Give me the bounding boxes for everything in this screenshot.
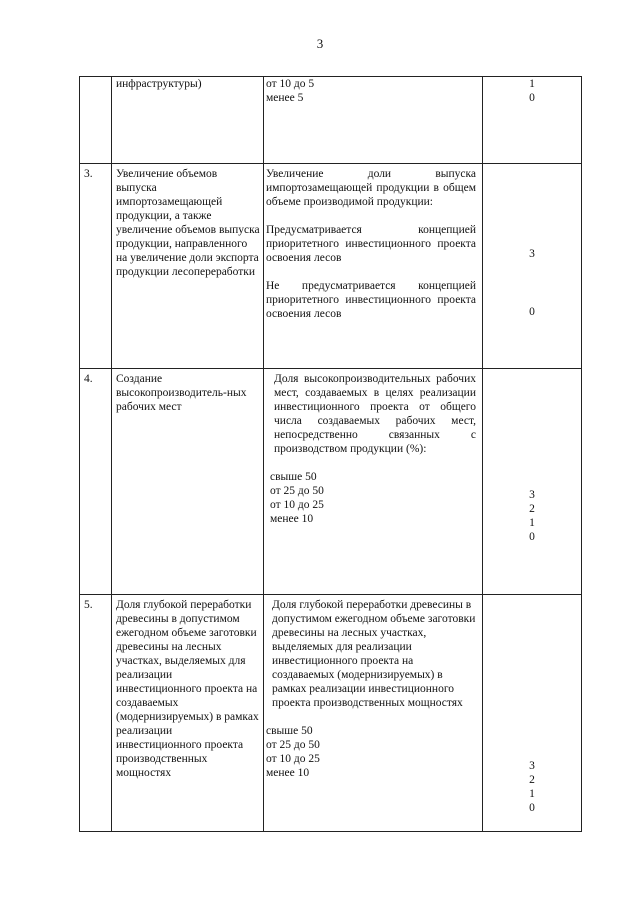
score-cell — [483, 164, 582, 369]
criterion-name: Увеличение объемов выпуска импортозамещающей продукции, а также увеличение объемов выпуска продукции, направленного на увеличение доли экспорта продукции лесопереработки — [116, 168, 260, 278]
criterion-option: от 25 до 50 — [270, 485, 324, 497]
score-value: 0 — [529, 306, 535, 318]
score-value: 0 — [529, 531, 535, 543]
score-cell — [483, 369, 582, 595]
criterion-option: Предусматривается концепцией приоритетного инвестиционного проекта освоения лесов — [266, 224, 476, 264]
score-value: 1 — [529, 788, 535, 800]
criterion-intro: Увеличение доли выпуска импортозамещающей продукции в общем объеме производимой продукции: — [266, 168, 476, 208]
criterion-name-cell — [112, 595, 264, 832]
criterion-detail-cell — [264, 369, 483, 595]
score-value: 3 — [529, 248, 535, 260]
row-number-cell — [80, 164, 112, 369]
table-row — [80, 164, 582, 369]
row-number: 4. — [84, 373, 93, 385]
criterion-option: менее 10 — [270, 513, 314, 525]
table-row — [80, 369, 582, 595]
criterion-detail-cell — [264, 595, 483, 832]
score-value: 1 — [529, 78, 535, 90]
criteria-table — [79, 76, 582, 832]
criterion-intro: Доля высокопроизводительных рабочих мест, создаваемых в целях реализации инвестиционного проекта от общего числа создаваемых рабочих мест, непосредственно связанных с производством продукции (%): — [274, 373, 476, 455]
row-number-cell — [80, 369, 112, 595]
row-number-cell — [80, 595, 112, 832]
score-value: 3 — [529, 760, 535, 772]
criterion-name-cell — [112, 77, 264, 164]
criterion-name-cell — [112, 164, 264, 369]
score-value: 0 — [529, 92, 535, 104]
score-cell — [483, 77, 582, 164]
criterion-option: от 10 до 25 — [270, 499, 324, 511]
criterion-name: Создание высокопроизводитель-ных рабочих мест — [116, 373, 247, 413]
criterion-option: менее 5 — [266, 92, 304, 104]
criterion-name: Доля глубокой переработки древесины в допустимом ежегодном объеме заготовки древесины на лесных участках, выделяемых для реализации инвестиционного проекта на создаваемых (модернизируемых) в рамках реализации инвестиционного проекта производственных мощностях — [116, 599, 259, 779]
criterion-detail-cell — [264, 164, 483, 369]
row-number-cell — [80, 77, 112, 164]
criterion-name-cell — [112, 369, 264, 595]
score-value: 2 — [529, 774, 535, 786]
criterion-option: от 10 до 5 — [266, 78, 315, 90]
criterion-option: менее 10 — [266, 767, 310, 779]
page-number: 3 — [316, 36, 324, 51]
criterion-detail-cell — [264, 77, 483, 164]
score-value: 2 — [529, 503, 535, 515]
score-value: 1 — [529, 517, 535, 529]
criterion-intro: Доля глубокой переработки древесины в допустимом ежегодном объеме заготовки древесины на лесных участках, выделяемых для реализации инвестиционного проекта на создаваемых (модернизируемых) в рамках реализации инвестиционного проекта производственных мощностях — [272, 599, 476, 709]
criterion-option: свыше 50 — [266, 725, 313, 737]
criterion-name: инфраструктуры) — [116, 78, 202, 90]
table-row — [80, 77, 582, 164]
criterion-option: от 10 до 25 — [266, 753, 320, 765]
score-cell — [483, 595, 582, 832]
row-number: 5. — [84, 599, 93, 611]
criterion-option: свыше 50 — [270, 471, 317, 483]
row-number: 3. — [84, 168, 93, 180]
criterion-option: от 25 до 50 — [266, 739, 320, 751]
score-value: 0 — [529, 802, 535, 814]
score-value: 3 — [529, 489, 535, 501]
criterion-option: Не предусматривается концепцией приоритетного инвестиционного проекта освоения лесов — [266, 280, 476, 320]
table-row — [80, 595, 582, 832]
